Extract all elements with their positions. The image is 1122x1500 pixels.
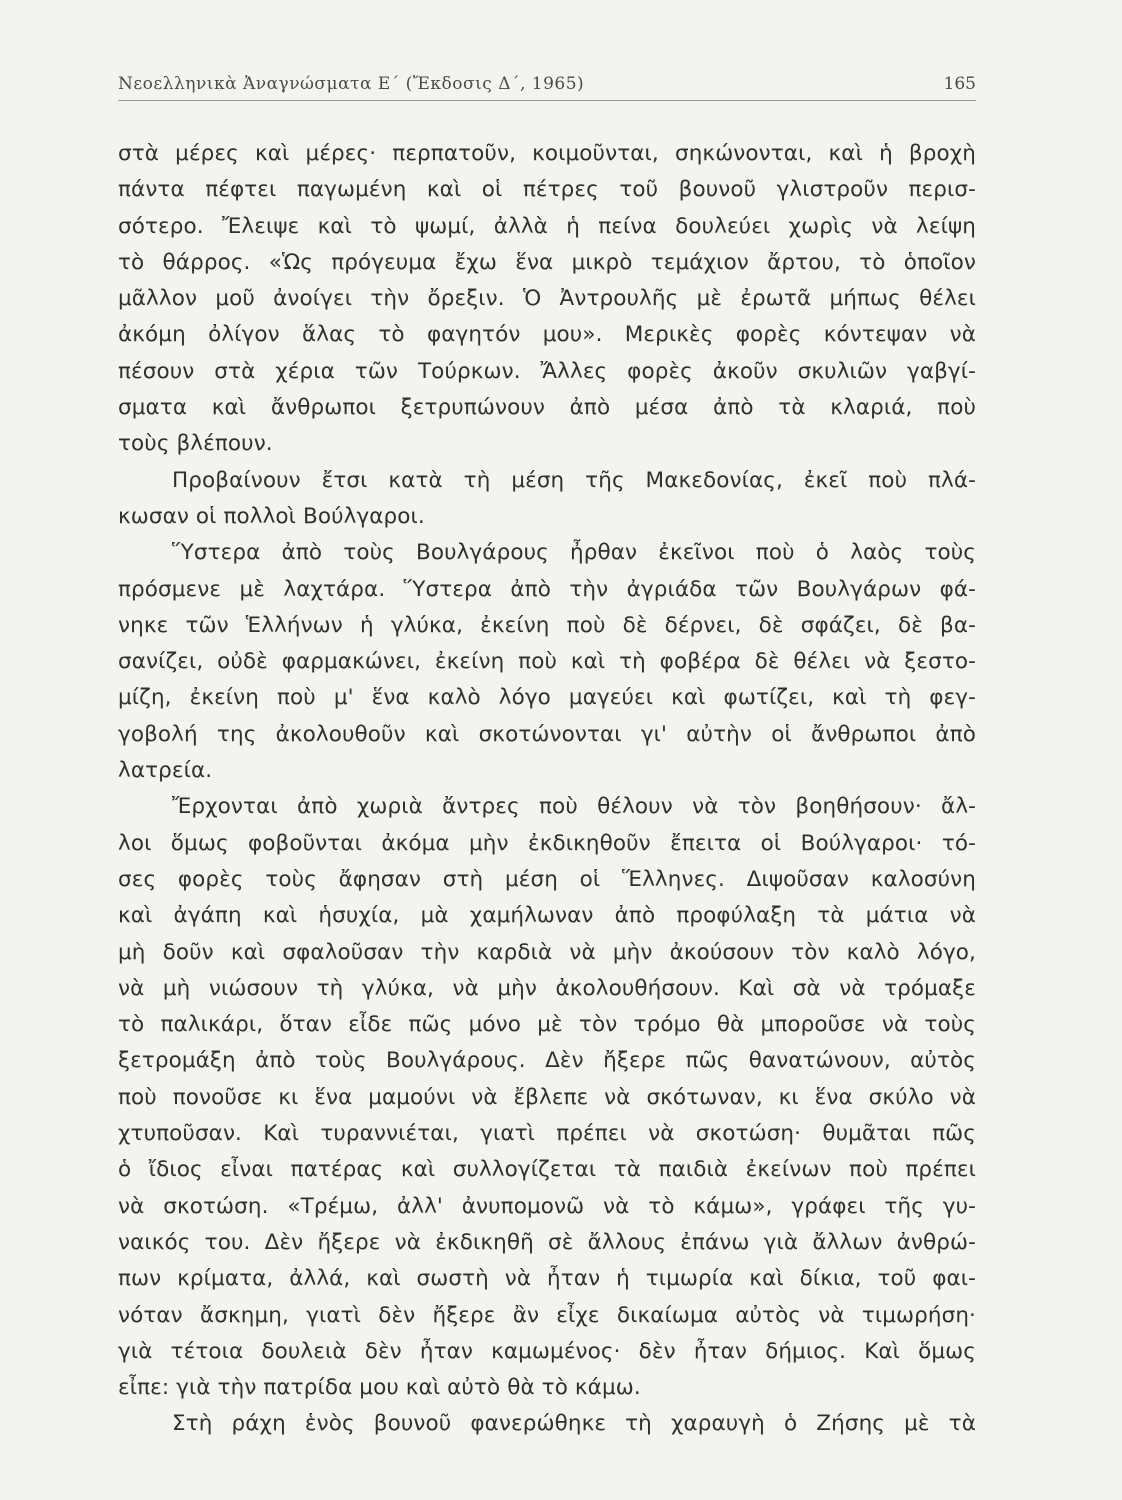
text-line: πέσουν στὰ χέρια τῶν Τούρκων. Ἄλλες φορὲς ἀκοῦν σκυλιῶν γαβγί- xyxy=(118,358,976,384)
text-line: ξετρομάξη ἀπὸ τοὺς Βουλγάρους. Δὲν ἤξερε πῶς θανατώνουν, αὐτὸς xyxy=(118,1048,976,1074)
text-line: πων κρίματα, ἀλλά, καὶ σωστὴ νὰ ἦταν ἡ τιμωρία καὶ δίκια, τοῦ φαι- xyxy=(118,1266,976,1292)
text-line: λατρεία. xyxy=(118,758,213,784)
text-line: κωσαν οἱ πολλοὶ Βούλγαροι. xyxy=(118,503,425,529)
text-line: τὸ παλικάρι, ὅταν εἶδε πῶς μόνο μὲ τὸν τρόμο θὰ μποροῦσε νὰ τοὺς xyxy=(118,1012,976,1038)
text-line: γιὰ τέτοια δουλειὰ δὲν ἦταν καμωμένος· δὲν ἦταν δήμιος. Καὶ ὅμως xyxy=(118,1338,976,1364)
text-line: Ὕστερα ἀπὸ τοὺς Βουλγάρους ἦρθαν ἐκεῖνοι ποὺ ὁ λαὸς τοὺς xyxy=(172,540,976,566)
text-line: νὰ μὴ νιώσουν τὴ γλύκα, νὰ μὴν ἀκολουθήσουν. Καὶ σὰ νὰ τρόμαξε xyxy=(118,975,976,1001)
text-line: μὴ δοῦν καὶ σφαλοῦσαν τὴν καρδιὰ νὰ μὴν ἀκούσουν τὸν καλὸ λόγο, xyxy=(118,939,976,965)
text-line: ποὺ πονοῦσε κι ἕνα μαμούνι νὰ ἔβλεπε νὰ σκότωναν, κι ἕνα σκύλο νὰ xyxy=(118,1084,976,1110)
running-head xyxy=(118,72,976,101)
body-text xyxy=(118,136,976,1443)
text-line: σανίζει, οὐδὲ φαρμακώνει, ἐκείνη ποὺ καὶ τὴ φοβέρα δὲ θέλει νὰ ξεστο- xyxy=(118,649,976,675)
text-line: ἀκόμη ὀλίγον ἅλας τὸ φαγητόν μου». Μερικὲς φορὲς κόντεψαν νὰ xyxy=(118,322,976,348)
text-line: πάντα πέφτει παγωμένη καὶ οἱ πέτρες τοῦ βουνοῦ γλιστροῦν περισ- xyxy=(118,177,976,203)
text-line: τοὺς βλέπουν. xyxy=(118,431,273,457)
text-line: νηκε τῶν Ἑλλήνων ἡ γλύκα, ἐκείνη ποὺ δὲ δέρνει, δὲ σφάζει, δὲ βα- xyxy=(118,612,976,638)
text-line: χτυποῦσαν. Καὶ τυραννιέται, γιατὶ πρέπει νὰ σκοτώση· θυμᾶται πῶς xyxy=(118,1121,976,1147)
text-line: πρόσμενε μὲ λαχτάρα. Ὕστερα ἀπὸ τὴν ἀγριάδα τῶν Βουλγάρων φά- xyxy=(118,576,976,602)
text-line: ὁ ἴδιος εἶναι πατέρας καὶ συλλογίζεται τὰ παιδιὰ ἐκείνων ποὺ πρέπει xyxy=(118,1157,976,1183)
text-line: σότερο. Ἔλειψε καὶ τὸ ψωμί, ἀλλὰ ἡ πείνα δουλεύει χωρὶς νὰ λείψη xyxy=(118,213,976,239)
text-line: Προβαίνουν ἔτσι κατὰ τὴ μέση τῆς Μακεδονίας, ἐκεῖ ποὺ πλά- xyxy=(172,467,976,493)
text-line: γοβολή της ἀκολουθοῦν καὶ σκοτώνονται γι' αὐτὴν οἱ ἄνθρωποι ἀπὸ xyxy=(118,721,976,747)
page-number: 165 xyxy=(943,74,976,94)
running-head-title: Νεοελληνικὰ Ἀναγνώσματα Ε΄ (Ἔκδοσις Δ΄, 1965) xyxy=(118,74,585,94)
text-line: λοι ὅμως φοβοῦνται ἀκόμα μὴν ἐκδικηθοῦν ἔπειτα οἱ Βούλγαροι· τό- xyxy=(118,830,976,856)
text-line: στὰ μέρες καὶ μέρες· περπατοῦν, κοιμοῦνται, σηκώνονται, καὶ ἡ βροχὴ xyxy=(118,141,976,166)
text-line: σες φορὲς τοὺς ἄφησαν στὴ μέση οἱ Ἕλληνες. Διψοῦσαν καλοσύνη xyxy=(118,866,976,892)
text-line: νὰ σκοτώση. «Τρέμω, ἀλλ' ἀνυπομονῶ νὰ τὸ κάμω», γράφει τῆς γυ- xyxy=(118,1193,976,1219)
text-line: καὶ ἀγάπη καὶ ἡσυχία, μὰ χαμήλωναν ἀπὸ προφύλαξη τὰ μάτια νὰ xyxy=(118,903,976,929)
text-line: νόταν ἄσκημη, γιατὶ δὲν ἤξερε ἂν εἶχε δικαίωμα αὐτὸς νὰ τιμωρήση· xyxy=(118,1302,976,1328)
text-line: σματα καὶ ἄνθρωποι ξετρυπώνουν ἀπὸ μέσα ἀπὸ τὰ κλαριά, ποὺ xyxy=(118,395,976,421)
text-line: ναικός του. Δὲν ἤξερε νὰ ἐκδικηθῆ σὲ ἄλλους ἐπάνω γιὰ ἄλλων ἀνθρώ- xyxy=(118,1229,976,1255)
text-line: Στὴ ράχη ἑνὸς βουνοῦ φανερώθηκε τὴ χαραυγὴ ὁ Ζήσης μὲ τὰ xyxy=(172,1411,976,1437)
text-line: εἶπε: γιὰ τὴν πατρίδα μου καὶ αὐτὸ θὰ τὸ κάμω. xyxy=(118,1375,641,1401)
text-line: Ἔρχονται ἀπὸ χωριὰ ἄντρες ποὺ θέλουν νὰ τὸν βοηθήσουν· ἄλ- xyxy=(172,794,976,820)
text-line: μίζη, ἐκείνη ποὺ μ' ἕνα καλὸ λόγο μαγεύει καὶ φωτίζει, καὶ τὴ φεγ- xyxy=(118,685,976,711)
text-line: τὸ θάρρος. «Ὡς πρόγευμα ἔχω ἕνα μικρὸ τεμάχιον ἄρτου, τὸ ὁποῖον xyxy=(118,249,976,275)
text-line: μᾶλλον μοῦ ἀνοίγει τὴν ὄρεξιν. Ὁ Ἀντρουλῆς μὲ ἐρωτᾶ μήπως θέλει xyxy=(118,286,976,312)
